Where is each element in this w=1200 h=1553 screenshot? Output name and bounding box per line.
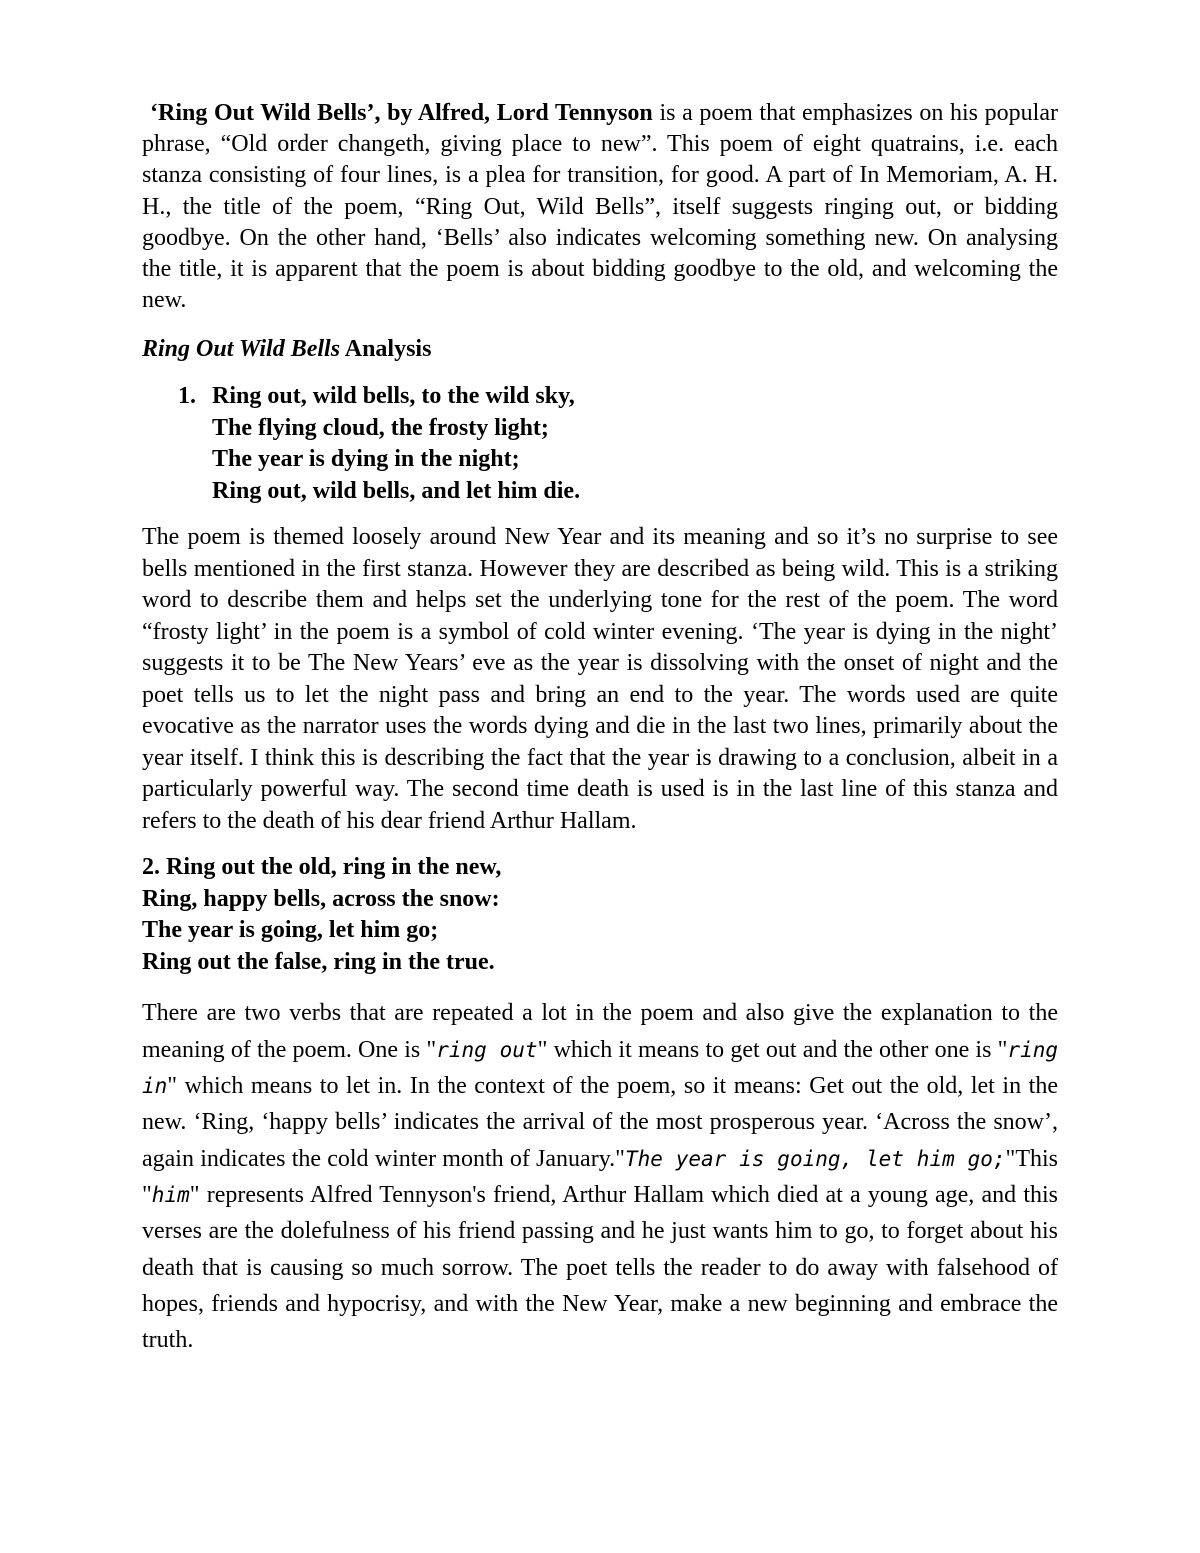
stanza-2-analysis [142, 995, 1058, 1358]
stanza-1-number: 1. [178, 383, 196, 410]
analysis-text: " which it means to get out and the other one is " [537, 1036, 1008, 1063]
intro-text: is a poem that emphasizes on his popular phrase, “Old order changeth, giving place to new”. This poem of eight quatrains, i.e. each stanza consisting of four lines, is a plea for transition, for good. A part of In Memoriam, A. H. H., the title of the poem, “Ring Out, Wild Bells”, itself suggests ringing out, or bidding goodbye. On the other hand, ‘Bells’ also indicates welcoming something new. On analysing the title, it is apparent that the poem is about bidding goodbye to the old, and welcoming the new. [142, 100, 1058, 314]
him-term: him [151, 1182, 190, 1207]
ring-in-term: ring in [142, 1037, 1058, 1099]
stanza-1-line: The flying cloud, the frosty light; [212, 414, 549, 441]
stanza-2-line: 2. Ring out the old, ring in the new, [142, 854, 502, 881]
analysis-text: " which means to let in. In the context of the poem, so it means: Get out the old, let in the new. ‘Ring, ‘happy bells’ indicates the arrival of the most prosperous year. ‘Across the snow’, again indicates the cold winter month of January." [142, 1073, 1058, 1172]
stanza-1-line: Ring out, wild bells, and let him die. [212, 477, 581, 504]
stanza-1-line: Ring out, wild bells, to the wild sky, [212, 383, 575, 410]
analysis-heading-suffix: Analysis [340, 336, 432, 363]
stanza-2-line: Ring, happy bells, across the snow: [142, 885, 500, 912]
stanza-2-line: Ring out the false, ring in the true. [142, 948, 495, 975]
intro-lead: ‘Ring Out Wild Bells’, by Alfred, Lord Tennyson [150, 100, 653, 126]
analysis-text: " represents Alfred Tennyson's friend, Arthur Hallam which died at a young age, and this verses are the dolefulness of his friend passing and he just wants him to go, to forget about his death that is causing so much sorrow. The poet tells the reader to do away with falsehood of hopes, friends and hypocrisy, and with the New Year, make a new beginning and embrace the truth. [142, 1181, 1058, 1354]
analysis-text: There are two verbs that are repeated a lot in the poem and also give the explanation to the meaning of the poem. One is " [142, 1000, 1058, 1063]
analysis-heading-title: Ring Out Wild Bells [142, 336, 341, 363]
quoted-verse: The year is going, let him go; [624, 1146, 1006, 1171]
document-page [142, 98, 1058, 1358]
stanza-2 [142, 852, 1058, 978]
ring-out-term: ring out [436, 1037, 538, 1062]
analysis-text: "This " [142, 1145, 1058, 1208]
intro-paragraph [142, 98, 1058, 316]
stanza-2-line: The year is going, let him go; [142, 917, 439, 944]
stanza-1 [178, 381, 1058, 507]
stanza-1-line: The year is dying in the night; [212, 446, 520, 473]
stanza-1-analysis: The poem is themed loosely around New Year and its meaning and so it’s no surprise to see bells mentioned in the first stanza. However they are described as being wild. This is a striking word to describe them and helps set the underlying tone for the rest of the poem. The word “frosty light’ in the poem is a symbol of cold winter evening. ‘The year is dying in the night’ suggests it to be The New Years’ eve as the year is dissolving with the onset of night and the poet tells us to let the night pass and bring an end to the year. The words used are quite evocative as the narrator uses the words dying and die in the last two lines, primarily about the year itself. I think this is describing the fact that the year is drawing to a conclusion, albeit in a particularly powerful way. The second time death is used is in the last line of this stanza and refers to the death of his dear friend Arthur Hallam. [142, 524, 1058, 834]
analysis-heading [142, 334, 1058, 365]
